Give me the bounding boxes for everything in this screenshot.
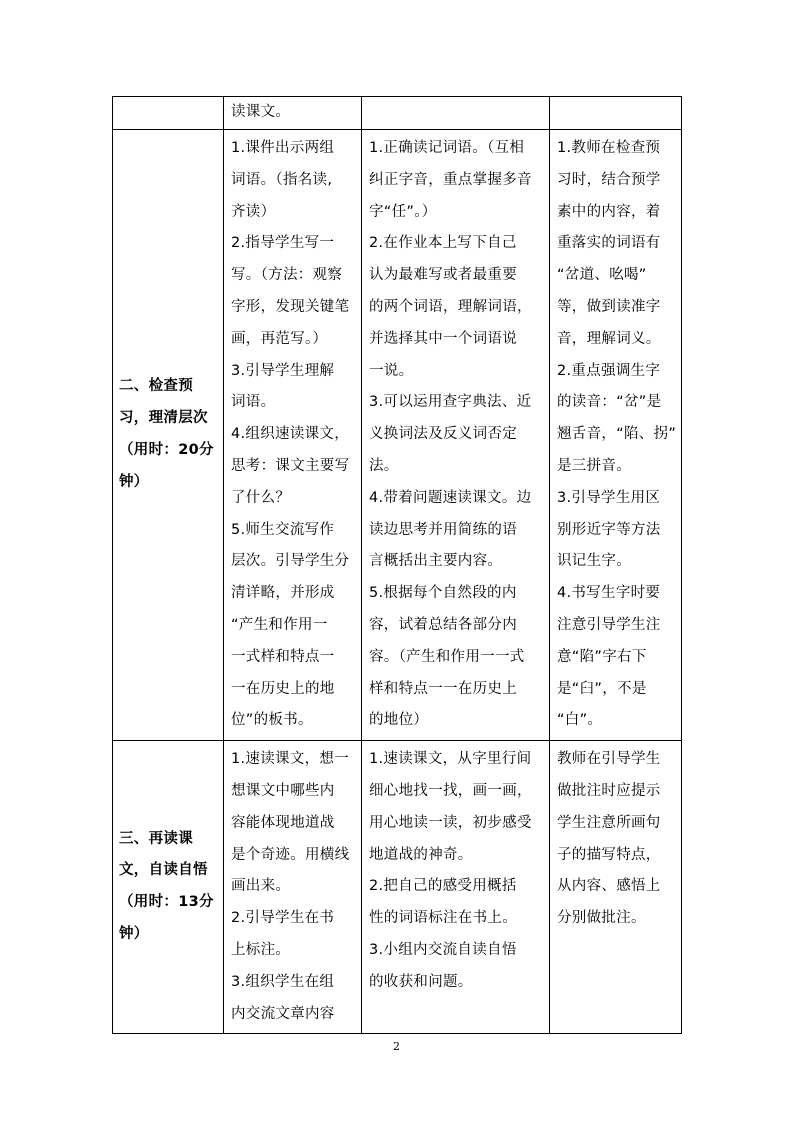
cell-text-line: 意“陷”字右下 <box>557 648 647 665</box>
cell-text-line: 2.引导学生在书 <box>231 910 335 927</box>
cell-text-line: 认为最难写或者最重要 <box>369 267 517 284</box>
cell-text-line: 并选择其中一个词语说 <box>369 330 517 347</box>
cell-text-line: 素中的内容，着 <box>557 203 661 220</box>
cell-text-line: 样和特点一一在历史上 <box>369 680 517 697</box>
cell-text-line: 了什么？ <box>231 489 291 506</box>
cell-text-line: 5.师生交流写作 <box>231 521 335 538</box>
cell-text-line: 的收获和问题。 <box>369 973 473 990</box>
cell-text-line: 内交流文章内容 <box>231 1005 335 1022</box>
cell-text-line: 1.正确读记词语。（互相 <box>369 140 525 156</box>
cell-text-line: 位”的板书。 <box>231 712 313 729</box>
cell-text-line: 词语。（指名读, <box>231 171 333 188</box>
cell-text-line: 层次。引导学生分 <box>231 553 350 570</box>
teacher-activity-cell <box>224 130 362 741</box>
cell-text-line: 画出来。 <box>231 878 291 895</box>
cell-text-line: 等，做到读准字 <box>557 298 661 315</box>
page-number: 2 <box>393 1040 400 1053</box>
cell-text-line: 2.把自己的感受用概括 <box>369 878 517 895</box>
cell-text-line: 翘舌音，“陷、拐” <box>557 426 677 443</box>
cell-text-line: 地道战的神奇。 <box>369 846 473 863</box>
design-intent-cell <box>550 741 682 1034</box>
cell-text-line: 识记生字。 <box>557 553 631 570</box>
cell-text-line: 钟） <box>119 473 149 490</box>
cell-text-line: 上标注。 <box>231 941 291 958</box>
cell-text-line: 别形近字等方法 <box>557 521 661 538</box>
cell-text-line: 文，自读自悟 <box>119 862 208 879</box>
cell-text-line: 是三拼音。 <box>557 457 631 474</box>
cell-text-line: 三、再读课 <box>119 830 193 847</box>
cell-text-line: “岔道、吆喝” <box>557 267 647 284</box>
cell-text-line: 3.引导学生理解 <box>231 362 335 379</box>
cell-text-line: “白”。 <box>557 712 603 729</box>
cell-text-line: 法。 <box>369 457 399 474</box>
cell-text-line: 4.带着问题速读课文。边 <box>369 489 532 506</box>
cell-text-line: 做批注时应提示 <box>557 782 661 799</box>
cell-text-line: 教师在引导学生 <box>557 751 661 768</box>
cell-text-line: 一说。 <box>369 362 414 379</box>
cell-text-line: 性的词语标注在书上。 <box>369 910 517 927</box>
cell-text-line: 3.引导学生用区 <box>557 489 661 506</box>
cell-text-line: 学生注意所画句 <box>557 814 661 831</box>
cell-text-line: 重落实的词语有 <box>557 235 661 252</box>
cell-text-line: 想课文中哪些内 <box>231 782 335 799</box>
cell-text-line: 5.根据每个自然段的内 <box>369 585 517 602</box>
design-intent-cell <box>550 130 682 741</box>
cell-text-line: （用时：13分 <box>119 894 214 911</box>
cell-text-line: 1.教师在检查预 <box>557 140 661 156</box>
cell-text-line: 细心地找一找，画一画， <box>369 782 532 799</box>
cell-text-line: 的两个词语，理解词语， <box>369 298 532 315</box>
stage-cell <box>113 741 224 1034</box>
cell-text-line: 3.小组内交流自读自悟 <box>369 941 517 958</box>
cell-text-line: 1.速读课文，从字里行间 <box>369 751 532 768</box>
cell-text-line: 习时，结合预学 <box>557 171 661 188</box>
cell-text-line: 2.在作业本上写下自己 <box>369 235 517 252</box>
cell-text-line: 一在历史上的地 <box>231 680 335 697</box>
lesson-plan-table <box>112 96 682 1034</box>
cell-text-line: 3.组织学生在组 <box>231 973 335 990</box>
cell-text-line: 齐读） <box>231 203 276 220</box>
cell-text-line: 思考：课文主要写 <box>231 457 350 474</box>
teacher-activity-cell <box>224 741 362 1034</box>
stage-cell <box>113 130 224 741</box>
cell-text-line: 容。（产生和作用一一式 <box>369 648 525 665</box>
cell-text-line: 一式样和特点一 <box>231 648 335 665</box>
cell-text-line: “产生和作用一 <box>231 616 328 633</box>
student-activity-cell <box>362 130 550 741</box>
table-row-reread-text <box>113 741 682 1034</box>
cell-text-line: 清详略，并形成 <box>231 585 335 602</box>
cell-text-line: 容，试着总结各部分内 <box>369 616 517 633</box>
cell-text-line: 1.速读课文，想一 <box>231 751 350 768</box>
cell-text-line: 是“臼”，不是 <box>557 680 647 697</box>
student-activity-cell <box>362 741 550 1034</box>
cell-text-line: 读边思考并用简练的语 <box>369 521 517 538</box>
cell-text-line: 从内容、感悟上 <box>557 878 661 895</box>
cell-text-line: 言概括出主要内容。 <box>369 553 503 570</box>
cell-text-line: 读课文。 <box>231 104 291 120</box>
cell-text-line: 子的描写特点， <box>557 846 661 863</box>
table-row-continuation <box>113 97 682 130</box>
cell-text-line: 用心地读一读，初步感受 <box>369 814 532 831</box>
cell-text-line: 字形，发现关键笔 <box>231 298 350 315</box>
design-intent-cell <box>550 97 682 130</box>
lesson-plan-table-body <box>113 97 682 1034</box>
student-activity-cell <box>362 97 550 130</box>
cell-text-line: 是个奇迹。用横线 <box>231 846 350 863</box>
cell-text-line: 的地位） <box>369 712 429 729</box>
cell-text-line: 容能体现地道战 <box>231 814 335 831</box>
cell-text-line: 钟） <box>119 926 149 943</box>
cell-text-line: 词语。 <box>231 394 276 411</box>
cell-text-line: 义换词法及反义词否定 <box>369 426 517 443</box>
cell-text-line: 写。（方法：观察 <box>231 267 343 284</box>
cell-text-line: 音，理解词义。 <box>557 330 661 347</box>
cell-text-line: （用时：20分 <box>119 442 214 459</box>
teacher-activity-cell <box>224 97 362 130</box>
cell-text-line: 二、检查预 <box>119 378 193 395</box>
stage-cell <box>113 97 224 130</box>
cell-text-line: 画，再范写。） <box>231 330 328 347</box>
cell-text-line: 2.指导学生写一 <box>231 235 335 252</box>
cell-text-line: 2.重点强调生字 <box>557 362 661 379</box>
cell-text-line: 的读音：“岔”是 <box>557 394 662 411</box>
cell-text-line: 4.组织速读课文， <box>231 426 350 443</box>
cell-text-line: 注意引导学生注 <box>557 616 661 633</box>
cell-text-line: 字“任”。） <box>369 203 437 220</box>
cell-text-line: 4.书写生字时要 <box>557 585 661 602</box>
cell-text-line: 纠正字音，重点掌握多音 <box>369 171 532 188</box>
cell-text-line: 分别做批注。 <box>557 910 646 927</box>
cell-text-line: 1.课件出示两组 <box>231 140 335 156</box>
cell-text-line: 习，理清层次 <box>119 410 208 427</box>
table-row-check-preview <box>113 130 682 741</box>
cell-text-line: 3.可以运用查字典法、近 <box>369 394 532 411</box>
